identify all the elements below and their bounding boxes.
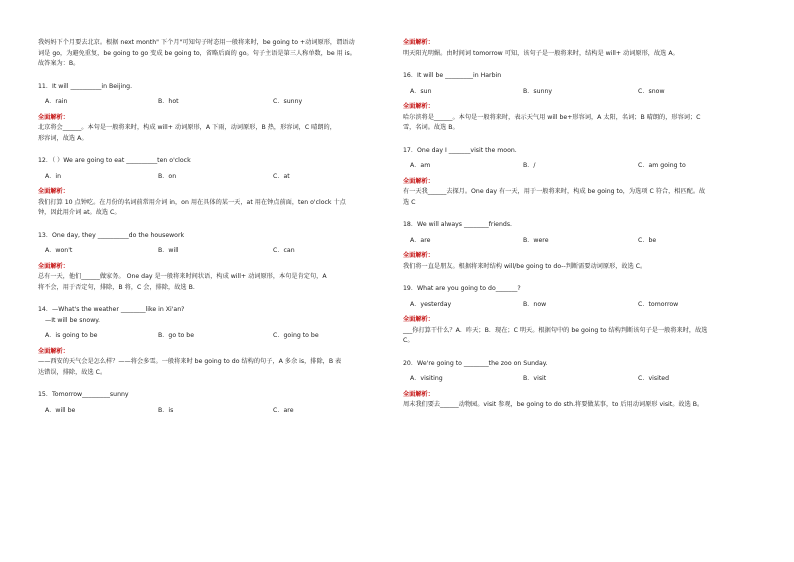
- options-row: [38, 246, 388, 257]
- options-row: [403, 161, 753, 172]
- text-line: 我妈妈下个月要去北京。根据 next month" 下个月"可知句子时态用一般将来时，be going to +动词原形，谓语动: [38, 39, 355, 46]
- option-c: C．tomorrow: [638, 300, 679, 308]
- option-a: A．visiting: [410, 375, 443, 382]
- explanation-line: ___你打算干什么？A．昨天；B．现在；C 明天。根据句中的 be going to 结构判断该句子是一般将来时，故选: [403, 326, 708, 334]
- explanation-line: 周末我们要去______动物园。visit 参观，be going to do sth.将要做某事，to 后用动词原形 visit。故选 B。: [403, 401, 704, 408]
- answer-key-label: 全面解析：: [38, 113, 69, 121]
- question-14: [38, 305, 388, 378]
- question-stem: 19．What are you going to do_______?: [403, 285, 521, 292]
- explanation-line: 形容词，故选 A。: [38, 134, 88, 142]
- question-stem: 11．It will __________in Beijing.: [38, 82, 133, 90]
- explanation-line: 雪，名词。故选 B。: [403, 124, 459, 131]
- option-c: C．can: [273, 247, 295, 254]
- text-line: 词是 go，为避免重复，be going to go 变成 be going to，省略后面的 go。句子主语是第三人称单数，be 用 is。: [38, 49, 356, 57]
- question-stem: 16．It will be _________in Harbin: [403, 72, 502, 79]
- option-c: C．be: [638, 236, 657, 244]
- options-row: [38, 406, 388, 417]
- options-row: [403, 300, 753, 311]
- option-b: B．sunny: [523, 87, 553, 95]
- question-stem: 12．（ ）We are going to eat __________ten o'clock: [38, 157, 191, 164]
- question-16: [403, 71, 753, 134]
- options-row: [38, 97, 388, 108]
- question-stem: 14．—What's the weather ________like in Xi'an?: [38, 306, 185, 313]
- option-c: C．are: [273, 406, 294, 414]
- option-b: B．on: [158, 172, 177, 180]
- option-b: B．visit: [523, 375, 547, 382]
- explanation-line: 我们打算 10 点钟吃。在月份的名词前常用介词 in，on 用在具体的某一天，at 用在钟点前面，ten o'clock 十点: [38, 198, 346, 206]
- option-a: A．in: [45, 172, 62, 180]
- explanation-line: 有一天我______去探月。One day 有一天，用于一般将来时，构成 be going to，为选项 C 符合，相匹配。故: [403, 188, 706, 195]
- option-b: B．were: [523, 236, 549, 244]
- explanation-line: 钟，因此用介词 at。故选 C。: [38, 209, 121, 216]
- question-12: [38, 156, 388, 219]
- explanation-line: 哈尔滨将是______。本句是一般将来时，表示天气用 will be+形容词，A 太阳，名词；B 晴朗的，形容词；C: [403, 113, 701, 121]
- question-stem: 17．One day I _______visit the moon.: [403, 146, 517, 154]
- question-13: [38, 231, 388, 294]
- option-b: B．/: [523, 162, 536, 169]
- option-a: A．is going to be: [45, 332, 98, 339]
- option-c: C．sunny: [273, 98, 303, 105]
- option-a: A．am: [410, 162, 431, 169]
- explanation-line: ——西安的天气会是怎么样？——将会多雪。一般将来时 be going to do 结构的句子，A 多余 is，排除，B 表: [38, 358, 342, 365]
- option-a: A．yesterday: [410, 300, 452, 308]
- answer-key-label: 全面解析：: [38, 262, 69, 270]
- answer-key-label: 全面解析：: [403, 316, 434, 323]
- question-stem: 20．We're going to ________the zoo on Sunday.: [403, 359, 548, 367]
- answer-key-label: 全面解析：: [38, 188, 69, 195]
- question-18: [403, 220, 753, 272]
- explanation-line: 总有一天，他们______做家务。 One day 是一般将来时间状语，构成 will+ 动词原形，本句是肯定句，A: [38, 273, 327, 280]
- options-row: [38, 331, 388, 342]
- option-b: B．go to be: [158, 332, 195, 339]
- option-a: A．won't: [45, 247, 73, 254]
- option-b: B．will: [158, 247, 179, 254]
- option-a: A．rain: [45, 98, 68, 105]
- explanation-line: 将不会，用于否定句，排除，B 将，C 会，排除，故选 B.: [38, 283, 195, 291]
- option-c: C．at: [273, 172, 290, 180]
- options-row: [403, 87, 753, 98]
- question-substem: —It will be snowy.: [45, 316, 101, 324]
- explanation-line: C。: [403, 337, 414, 344]
- options-row: [403, 374, 753, 385]
- options-row: [38, 172, 388, 183]
- answer-key-label: 全面解析：: [403, 103, 434, 110]
- option-a: A．are: [410, 236, 431, 244]
- answer-key-label: 全面解析：: [403, 177, 434, 185]
- answer-key-label: 全面解析：: [38, 347, 69, 355]
- option-c: C．am going to: [638, 162, 686, 169]
- option-c: C．going to be: [273, 332, 319, 339]
- option-c: C．snow: [638, 87, 665, 95]
- question-15: [38, 390, 388, 416]
- explanation-line: 明天阳光明媚。由时间词 tomorrow 可知，该句子是一般将来时，结构是 will+ 动词原形，故选 A。: [403, 49, 679, 57]
- question-15-explanation: [403, 38, 753, 59]
- option-b: B．is: [158, 406, 174, 414]
- option-c: C．visited: [638, 375, 669, 382]
- intro-explanation: [38, 38, 388, 70]
- options-row: [403, 236, 753, 247]
- question-20: [403, 359, 753, 411]
- explanation-line: 北京将会______。本句是一般将来时，构成 will+ 动词原形，A 下雨，动词原形，B 热，形容词，C 晴朗的，: [38, 124, 336, 131]
- option-b: B．hot: [158, 98, 179, 105]
- explanation-line: 我们将一直是朋友。根据将来时结构 will/be going to do--判断需要动词原形，故选 C。: [403, 262, 647, 270]
- question-11: [38, 82, 388, 145]
- question-stem: 13．One day, they __________do the housework: [38, 231, 185, 239]
- text-line: 故答案为：B。: [38, 60, 80, 67]
- explanation-line: 达错误，排除，故选 C。: [38, 368, 107, 376]
- question-17: [403, 146, 753, 209]
- question-19: [403, 284, 753, 347]
- explanation-line: 选 C: [403, 198, 416, 206]
- answer-key-label: 全面解析：: [403, 252, 434, 259]
- question-stem: 15．Tomorrow_________sunny: [38, 391, 129, 398]
- option-a: A．will be: [45, 406, 76, 414]
- answer-key-label: 全面解析：: [403, 39, 434, 46]
- right-column: [403, 38, 753, 411]
- answer-key-label: 全面解析：: [403, 390, 434, 398]
- left-column: [38, 38, 388, 416]
- option-b: B．now: [523, 300, 547, 308]
- option-a: A．sun: [410, 87, 432, 95]
- question-stem: 18．We will always ________friends.: [403, 221, 513, 228]
